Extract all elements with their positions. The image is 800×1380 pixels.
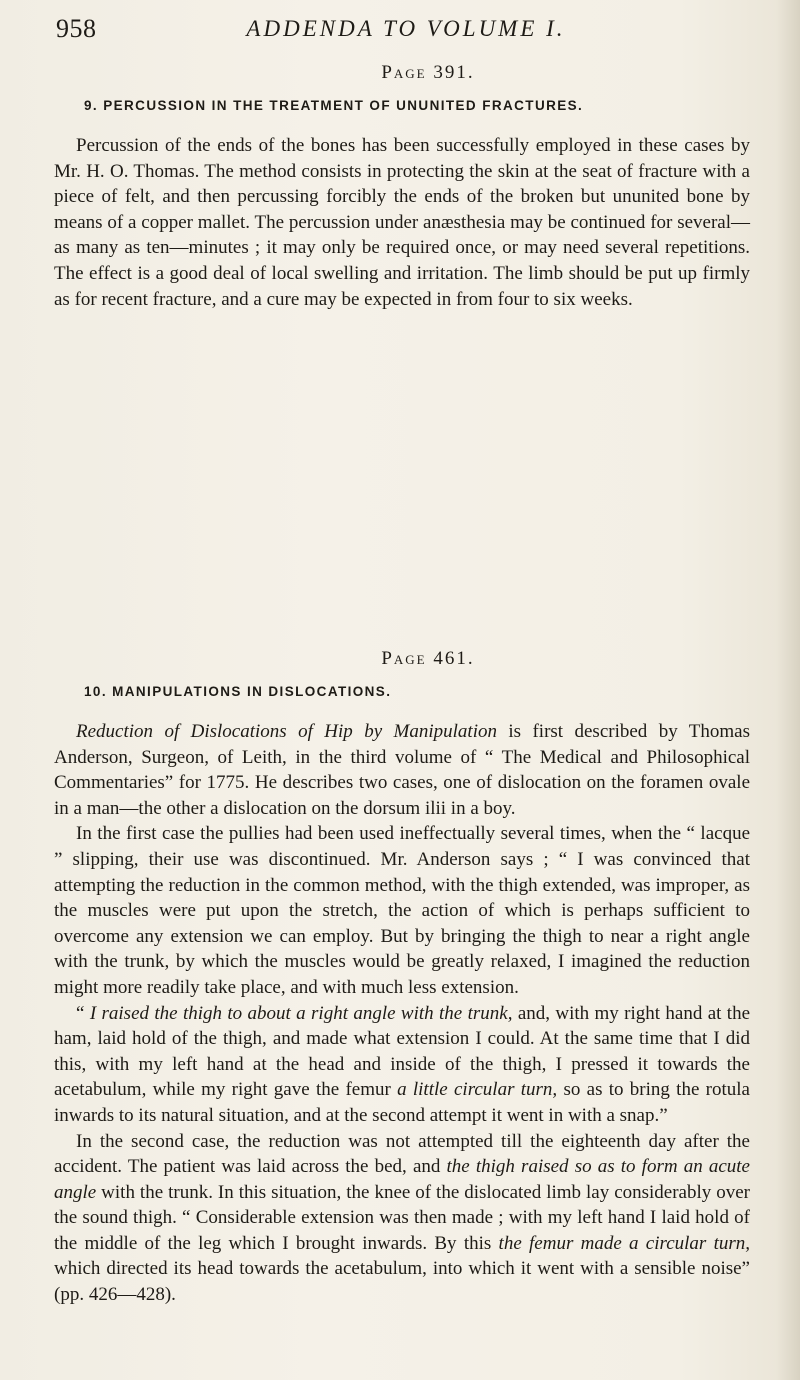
running-head (56, 14, 756, 48)
text-run: In the first case the pullies had been used ineffectually several times, when the “ lacque ” slipping, their use was discontinued. Mr. Anderson says ; “ I was convinced that attempting the reduction in the common method, with the thigh extended, was improper, as the muscles were put upon the stretch, the action of which is perhaps sufficient to overcome any extension we can employ. But by bringing the thigh to near a right angle with the trunk, by which the muscles would be greatly relaxed, I imagined the reduction might more readily take place, and with much less extension. (54, 823, 750, 998)
italic-text: the femur made a circular turn, (498, 1232, 750, 1254)
paragraph (54, 821, 750, 1000)
page-reference: Page 391. (381, 62, 475, 83)
page-reference: Page 461. (381, 648, 475, 669)
text-run: is first described by Thomas Anderson, Surgeon, of Leith, in the third volume of “ The Medical and Philosophical Commentaries” for 1775. He describes two cases, one of dislocation on the foramen ovale in a man—the other a dislocation on the dorsum ilii in a boy. (54, 721, 750, 819)
text-run: so as to bring the rotula inwards to its natural situation, and at the second attempt it went in with a snap.” (54, 1079, 750, 1126)
italic-text: a little circular turn, (397, 1079, 558, 1101)
italic-text: Reduction of Dislocations of Hip by Manipulation (76, 721, 497, 742)
section-percussion (54, 62, 750, 312)
running-title: ADDENDA TO VOLUME I. (246, 16, 566, 41)
text-run: which directed its head towards the acetabulum, into which it went with a sensible noise” (pp. 426—428). (54, 1258, 750, 1306)
text-run: Percussion of the ends of the bones has been successfully employed in these cases by Mr. H. O. Thomas. The method consists in protecting the skin at the seat of fracture with a piece of felt, and then percussing forcibly the ends of the broken but ununited bone by means of a copper mallet. The percussion under anæsthesia may be continued for several—as many as ten—minutes ; it may only be required once, or may need several repetitions. The effect is a good deal of local swelling and irritation. The limb should be put up firmly as for recent fracture, and a cure may be expected in from four to six weeks. (54, 135, 750, 310)
italic-text: I raised the thigh to about a right angle with the trunk, (89, 1002, 513, 1024)
text-run: In the second case, the reduction was not attempted till the eighteenth day after the accident. The patient was laid across the bed, and (54, 1130, 750, 1178)
text-run: with the trunk. In this situation, the knee of the dislocated limb lay considerably over the sound thigh. “ Considerable extension was then made ; with my left hand I laid hold of the middle of the leg which I brought inwards. By this (54, 1181, 750, 1254)
section-heading: 10. MANIPULATIONS IN DISLOCATIONS. (84, 684, 392, 699)
paragraph (54, 133, 750, 312)
paragraph (54, 1001, 750, 1129)
paragraph (54, 719, 750, 821)
text-run: “ (76, 1002, 90, 1024)
page-number: 958 (56, 14, 97, 43)
section-heading: 9. PERCUSSION IN THE TREATMENT OF UNUNITED FRACTURES. (84, 98, 584, 113)
section-body (54, 719, 750, 1308)
paragraph (54, 1129, 750, 1308)
section-manipulations (54, 648, 750, 1308)
text-run: and, with my right hand at the ham, laid hold of the thigh, and made what extension I could. At the same time that I did this, with my left hand at the head and inside of the thigh, I pressed it towards the acetabulum, while my right gave the femur (54, 1002, 751, 1101)
italic-text: the thigh raised so as to form an acute angle (54, 1156, 750, 1203)
section-body (54, 133, 750, 312)
